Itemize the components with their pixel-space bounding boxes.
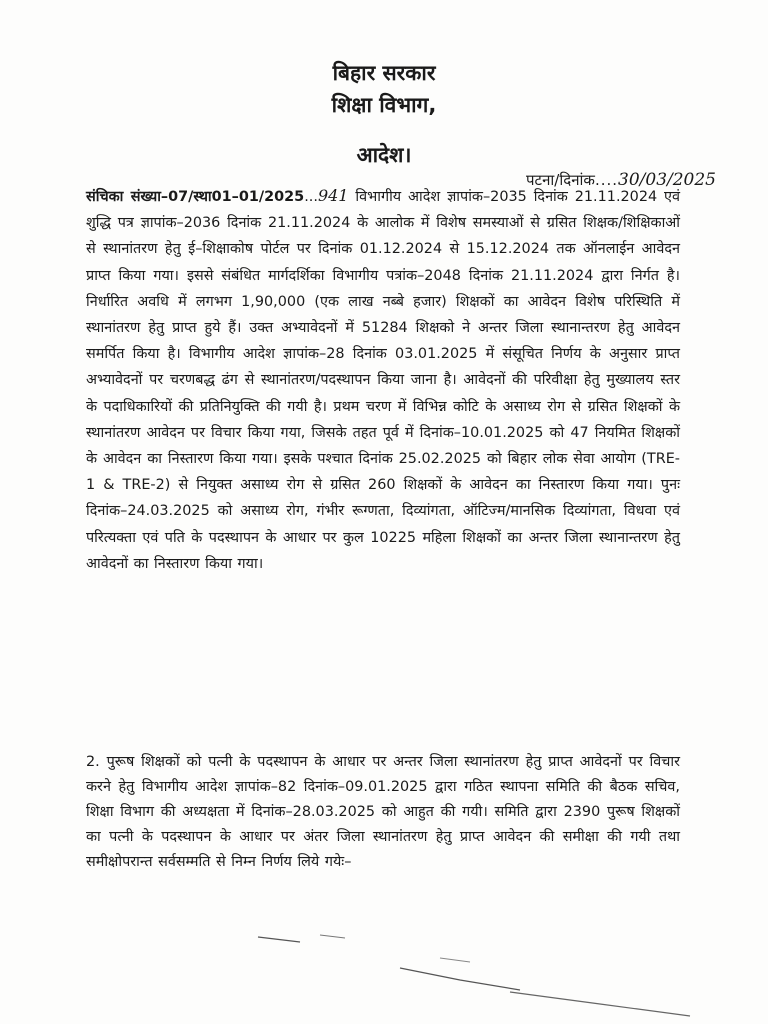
file-reference: संचिका संख्या–07/स्था01–01/2025 (86, 189, 305, 205)
paragraph-2-body: 2. पुरूष शिक्षकों को पत्नी के पदस्थापन के आधार पर अन्तर जिला स्थानांतरण हेतु प्राप्त आवेदनों पर विचार करने हेतु विभागीय आदेश ज्ञापांक–82 दिनांक–09.01.2025 द्वारा गठित स्थापना समिति की बैठक सचिव, शिक्षा विभाग की अध्यक्षता में दिनांक–28.03.2025 को आहुत की गयी। समिति द्वारा 2390 पुरूष शिक्षकों का पत्नी के पदस्थापन के आधार पर अंतर जिला स्थानांतरण हेतु प्राप्त आवेदन की समीक्षा की गयी तथा समीक्षोपरान्त सर्वसम्मति से निम्न निर्णय लिये गयेः– (86, 754, 680, 870)
government-heading: बिहार सरकार (332, 61, 436, 85)
file-reference-dots: ... (304, 189, 318, 205)
paragraph-1-body: विभागीय आदेश ज्ञापांक–2035 दिनांक 21.11.2024 एवं शुद्धि पत्र ज्ञापांक–2036 दिनांक 21.11.2024 के आलोक में विशेष समस्याओं से ग्रसित शिक्षक/शिक्षिकाओं से स्थानांतरण हेतु ई–शिक्षाकोष पोर्टल पर दिनांक 01.12.2024 से 15.12.2024 तक ऑनलाईन आवेदन प्राप्त किया गया। इससे संबंधित मार्गदर्शिका विभागीय पत्रांक–2048 दिनांक 21.11.2024 द्वारा निर्गत है। निर्धारित अवधि में लगभग 1,90,000 (एक लाख नब्बे हजार) शिक्षकों का आवेदन विशेष परिस्थिति में स्थानांतरण हेतु प्राप्त हुये हैं। उक्त अभ्यावेदनों में 51284 शिक्षको ने अन्तर जिला स्थानान्तरण हेतु आवेदन समर्पित किया है। विभागीय आदेश ज्ञापांक–28 दिनांक 03.01.2025 में संसूचित निर्णय के अनुसार प्राप्त अभ्यावेदनों पर चरणबद्ध ढंग से स्थानांतरण/पदस्थापन किया जाना है। आवेदनों की परिवीक्षा हेतु मुख्यालय स्तर के पदाधिकारियों की प्रतिनियुक्ति की गयी है। प्रथम चरण में विभिन्न कोटि के असाध्य रोग से ग्रसित शिक्षकों के स्थानांतरण आवेदन पर विचार किया गया, जिसके तहत पूर्व में दिनांक–10.01.2025 को 47 नियमित शिक्षकों के आवेदन का निस्तारण किया गया। इसके पश्चात दिनांक 25.02.2025 को बिहार लोक सेवा आयोग (TRE-1 & TRE-2) से नियुक्त असाध्य रोग से ग्रसित 260 शिक्षकों के आवेदन का निस्तारण किया गया। पुनः दिनांक–24.03.2025 को असाध्य रोग, गंभीर रूग्णता, दिव्यांगता, ऑटिज्म/मानसिक दिव्यांगता, विधवा एवं परित्यक्ता एवं पति के पदस्थापन के आधार पर कुल 10225 महिला शिक्षकों का अन्तर जिला स्थानान्तरण हेतु आवेदनों का निस्तारण किया गया। (86, 189, 680, 572)
order-heading: आदेश। (356, 143, 412, 167)
place-date-label: पटना/दिनांक (526, 171, 595, 189)
handwritten-number: 941 (317, 186, 349, 205)
handwritten-date: 30/03/2025 (618, 170, 716, 190)
department-heading: शिक्षा विभाग, (331, 93, 437, 117)
place-date-dots: .... (594, 171, 619, 189)
